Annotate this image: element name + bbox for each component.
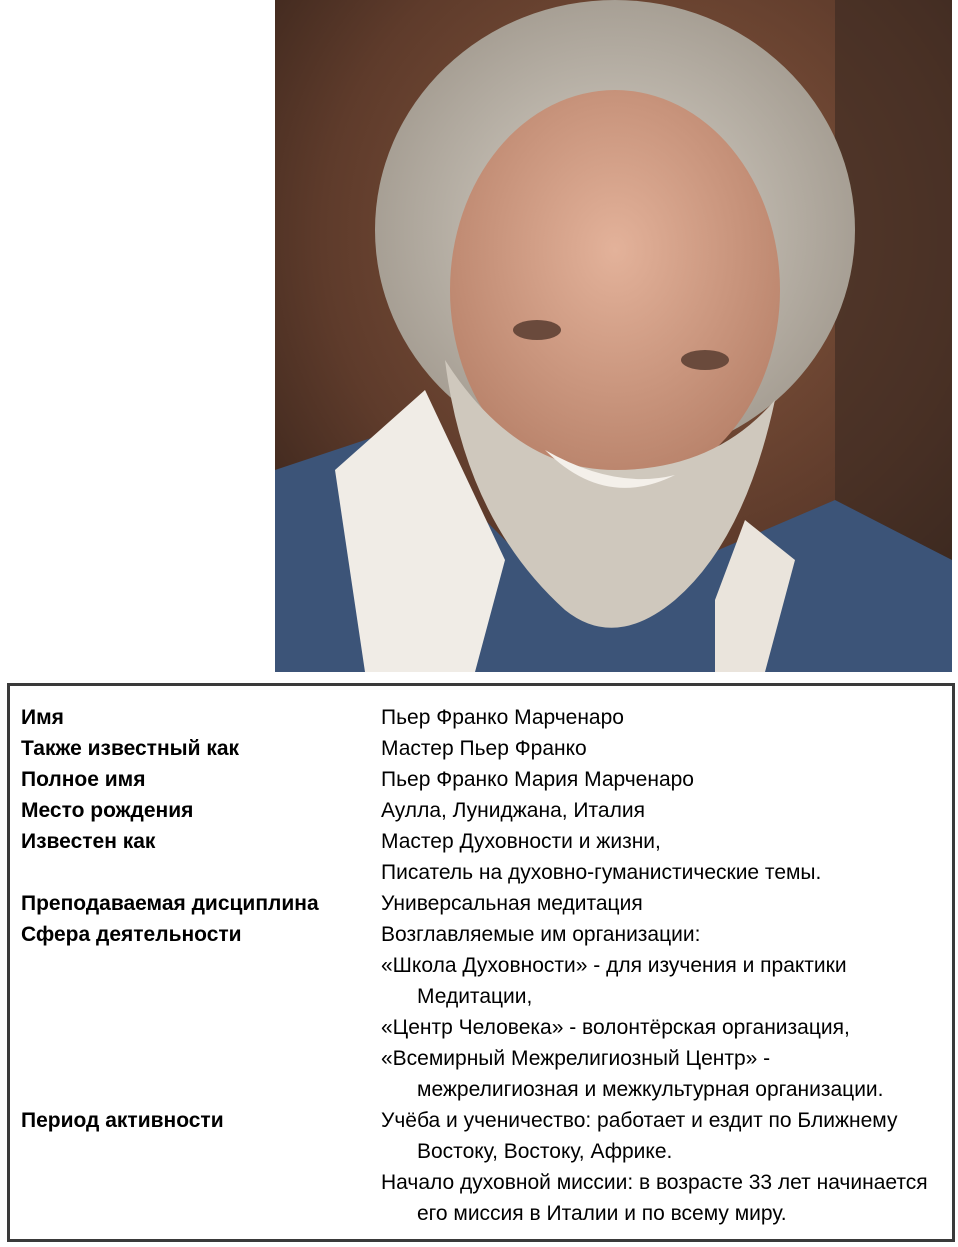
profile-label: Имя [21, 706, 64, 729]
portrait-image [275, 0, 952, 672]
profile-label: Также известный как [21, 737, 240, 760]
profile-value-line: «Всемирный Межрелигиозный Центр» - [381, 1047, 771, 1070]
profile-value-line: Возглавляемые им организации: [381, 923, 701, 946]
profile-value [381, 764, 941, 795]
profile-value-line: Универсальная медитация [381, 892, 643, 915]
profile-value-line: Медитации, [417, 985, 533, 1008]
profile-label: Полное имя [21, 768, 146, 791]
profile-value-line: Учёба и ученичество: работает и ездит по Ближнему [381, 1109, 898, 1132]
profile-label: Сфера деятельности [21, 923, 242, 946]
profile-value-line: Мастер Духовности и жизни, [381, 830, 661, 853]
profile-value [381, 702, 941, 733]
profile-value [381, 795, 941, 826]
profile-label: Преподаваемая дисциплина [21, 892, 319, 915]
profile-value-line: Писатель на духовно-гуманистические темы. [381, 861, 822, 884]
profile-value-line: Пьер Франко Мария Марченаро [381, 768, 694, 791]
profile-value-line: Аулла, Луниджана, Италия [381, 799, 645, 822]
profile-label: Место рождения [21, 799, 194, 822]
profile-value-line: межрелигиозная и межкультурная организации. [417, 1078, 884, 1101]
portrait-photo [275, 0, 952, 672]
profile-value [381, 826, 941, 888]
profile-value [381, 1105, 941, 1229]
profile-value-line: «Центр Человека» - волонтёрская организация, [381, 1016, 850, 1039]
profile-value [381, 919, 941, 1105]
profile-value-line: Мастер Пьер Франко [381, 737, 587, 760]
profile-value-line: Начало духовной миссии: в возрасте 33 лет начинается [381, 1171, 928, 1194]
profile-value-line: Востоку, Востоку, Африке. [417, 1140, 673, 1163]
profile-label: Период активности [21, 1109, 224, 1132]
profile-value [381, 888, 941, 919]
profile-value-line: его миссия в Италии и по всему миру. [417, 1202, 787, 1225]
profile-value-line: Пьер Франко Марченаро [381, 706, 624, 729]
profile-value [381, 733, 941, 764]
profile-label: Известен как [21, 830, 156, 853]
profile-info-box [7, 683, 955, 1242]
profile-value-line: «Школа Духовности» - для изучения и практики [381, 954, 847, 977]
